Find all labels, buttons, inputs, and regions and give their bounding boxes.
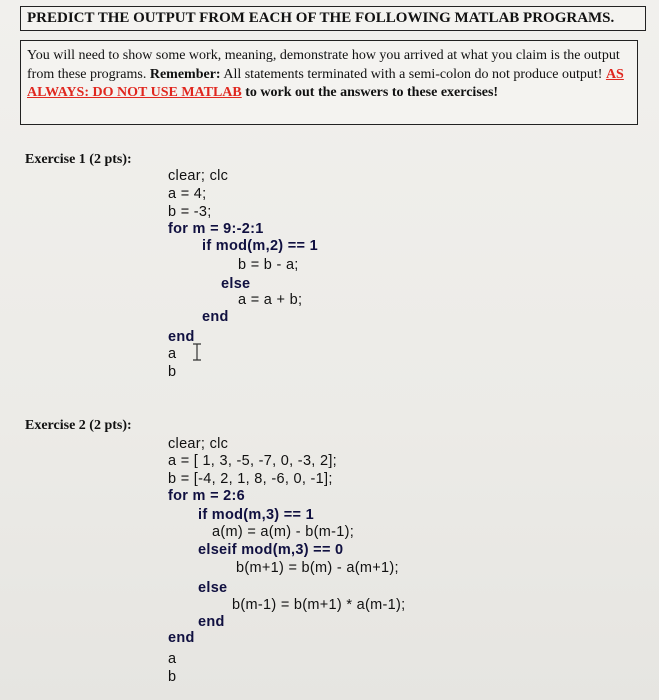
exercise1-code-line: a bbox=[168, 346, 177, 362]
exercise1-code-line: b bbox=[168, 364, 177, 380]
exercise1-code-line: a = a + b; bbox=[238, 292, 303, 308]
page-title: PREDICT THE OUTPUT FROM EACH OF THE FOLLOWING MATLAB PROGRAMS. bbox=[20, 6, 646, 31]
text-cursor-icon bbox=[192, 343, 202, 361]
exercise1-code-line: else bbox=[221, 276, 251, 292]
exercise1-code-line: end bbox=[168, 329, 195, 345]
exercise1-code-line: for m = 9:-2:1 bbox=[168, 221, 264, 237]
exercise1-label: Exercise 1 (2 pts): bbox=[25, 152, 132, 167]
exercise2-label: Exercise 2 (2 pts): bbox=[25, 418, 132, 433]
exercise2-code-line: a(m) = a(m) - b(m-1); bbox=[212, 524, 355, 540]
exercise2-code-line: b(m+1) = b(m) - a(m+1); bbox=[236, 560, 399, 576]
exercise1-code-line: a = 4; bbox=[168, 186, 207, 202]
exercise2-code-line: clear; clc bbox=[168, 436, 229, 452]
instructions-text-3: to work out the answers to these exercises! bbox=[245, 85, 499, 100]
exercise1-code-line: b = b - a; bbox=[238, 257, 299, 273]
exercise1-code-line: b = -3; bbox=[168, 204, 212, 220]
exercise1-code-line: end bbox=[202, 309, 229, 325]
exercise2-code-line: b(m-1) = b(m+1) * a(m-1); bbox=[232, 597, 406, 613]
exercise2-code-line: end bbox=[198, 614, 225, 630]
exercise2-code-line: for m = 2:6 bbox=[168, 488, 246, 504]
exercise2-code-line: a bbox=[168, 651, 177, 667]
instructions-text-1: You will need to show some work, meaning, demonstrate how you arrived at what you claim is the output from these programs. bbox=[27, 48, 620, 82]
exercise2-code-line: a = [ 1, 3, -5, -7, 0, -3, 2]; bbox=[168, 453, 337, 469]
instructions-box bbox=[20, 40, 638, 125]
exercise1-code-line: if mod(m,2) == 1 bbox=[202, 238, 318, 254]
exercise2-code-line: b bbox=[168, 669, 177, 685]
exercise1-code-line: clear; clc bbox=[168, 168, 229, 184]
exercise2-code-line: b = [-4, 2, 1, 8, -6, 0, -1]; bbox=[168, 471, 333, 487]
exercise2-code-line: else bbox=[198, 580, 228, 596]
exercise2-code-line: elseif mod(m,3) == 0 bbox=[198, 542, 344, 558]
instructions-remember-label: Remember: bbox=[149, 66, 221, 82]
exercise2-code-line: end bbox=[168, 630, 195, 646]
exercise2-code-line: if mod(m,3) == 1 bbox=[198, 507, 314, 523]
instructions-warning: AS ALWAYS: DO NOT USE MATLAB bbox=[27, 66, 624, 100]
instructions-text-2: All statements terminated with a semi-colon do not produce output! bbox=[223, 66, 603, 82]
